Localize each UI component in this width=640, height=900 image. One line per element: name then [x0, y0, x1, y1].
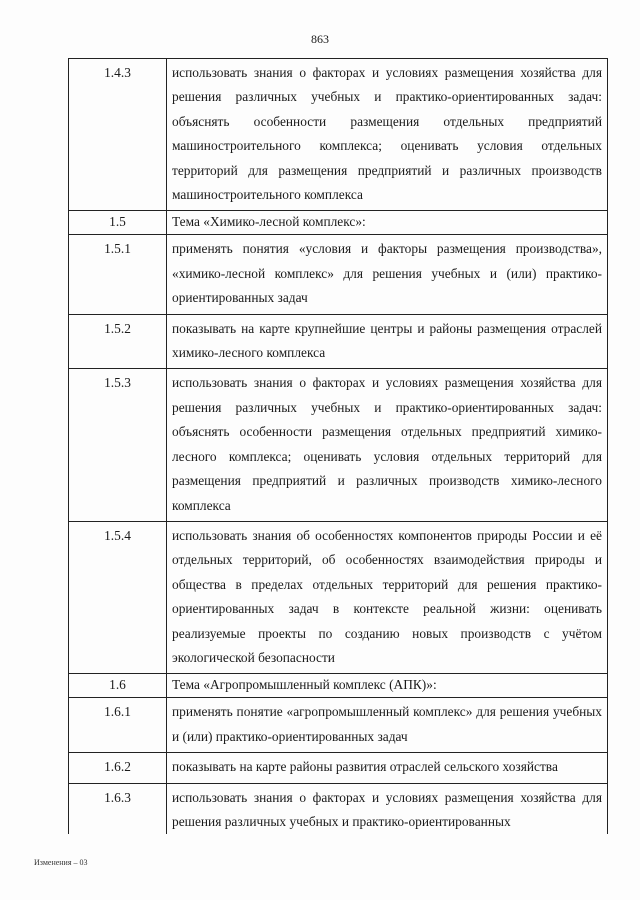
- row-text: использовать знания о факторах и условиях размещения хозяйства для решения различных учебных и практико-ориентированных задач: объяснять особенности размещения отдельных предприятий химико-лесного комплекса; оценивать условия отдельных территорий для размещения предприятий и различных производств химико-лесного комплекса: [167, 369, 608, 521]
- row-text: использовать знания о факторах и условиях размещения хозяйства для решения различных учебных и практико-ориентированных: [167, 783, 608, 834]
- table-row: [69, 783, 608, 834]
- table-row: [69, 698, 608, 753]
- row-text: применять понятие «агропромышленный комплекс» для решения учебных и (или) практико-ориентированных задач: [167, 698, 608, 753]
- row-text: применять понятия «условия и факторы размещения производства», «химико-лесной комплекс» для решения учебных и (или) практико-ориентированных задач: [167, 235, 608, 314]
- row-number: 1.5.2: [69, 314, 167, 369]
- row-number: 1.6.2: [69, 753, 167, 783]
- table-row: [69, 235, 608, 314]
- footer-revision-note: Изменения – 03: [34, 858, 88, 867]
- row-number: 1.5: [69, 211, 167, 235]
- row-text: Тема «Химико-лесной комплекс»:: [167, 211, 608, 235]
- page-number: 863: [311, 32, 329, 46]
- row-text: использовать знания о факторах и условиях размещения хозяйства для решения различных учебных и практико-ориентированных задач: объяснять особенности размещения отдельных предприятий машиностроительного комплекса; оценивать условия отдельных территорий для размещения предприятий и различных производств машиностроительного комплекса: [167, 59, 608, 211]
- row-number: 1.4.3: [69, 59, 167, 211]
- row-number: 1.6.3: [69, 783, 167, 834]
- row-number: 1.5.1: [69, 235, 167, 314]
- row-number: 1.5.3: [69, 369, 167, 521]
- table-row: [69, 521, 608, 673]
- row-number: 1.6: [69, 674, 167, 698]
- table-row: [69, 369, 608, 521]
- row-text: использовать знания об особенностях компонентов природы России и её отдельных территорий, об особенностях взаимодействия природы и общества в пределах отдельных территорий для решения практико-ориентированных задач в контексте реальной жизни: оценивать реализуемые проекты по созданию новых производств с учётом экологической безопасности: [167, 521, 608, 673]
- row-text: показывать на карте районы развития отраслей сельского хозяйства: [167, 753, 608, 783]
- table-row-topic: [69, 211, 608, 235]
- row-text: показывать на карте крупнейшие центры и районы размещения отраслей химико-лесного комплекса: [167, 314, 608, 369]
- row-number: 1.6.1: [69, 698, 167, 753]
- row-number: 1.5.4: [69, 521, 167, 673]
- row-text: Тема «Агропромышленный комплекс (АПК)»:: [167, 674, 608, 698]
- table-row: [69, 753, 608, 783]
- table-row-topic: [69, 674, 608, 698]
- requirements-table: [68, 58, 608, 834]
- table-row: [69, 314, 608, 369]
- table-row: [69, 59, 608, 211]
